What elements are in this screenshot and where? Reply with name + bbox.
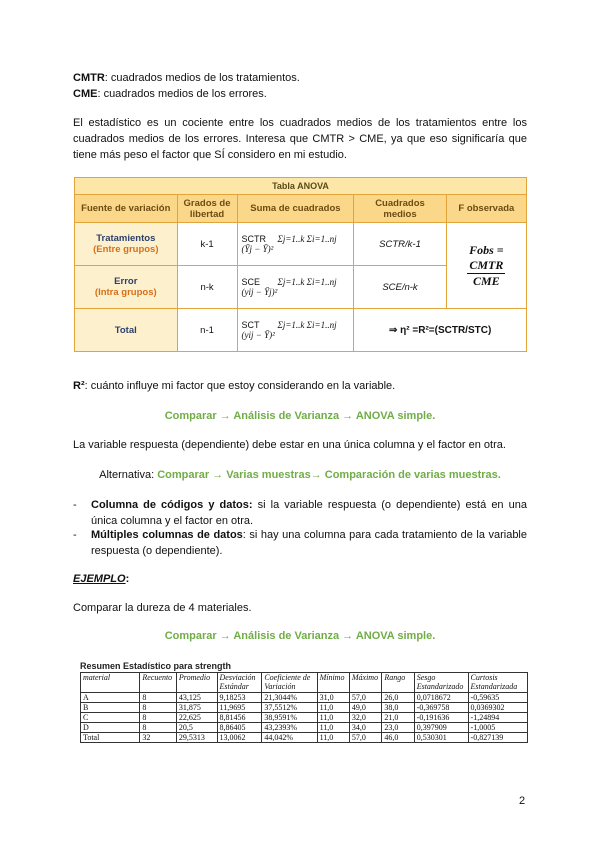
- cmtr-definition: [73, 70, 527, 86]
- table-cell: -0,369758: [414, 703, 468, 713]
- df-error: n-k: [177, 266, 237, 309]
- example-heading: EJEMPLO: [73, 573, 126, 585]
- ss-treatments-formula: Σj=1..k Σi=1..nj (Ȳj − Ȳ)²: [241, 234, 337, 254]
- statistic-paragraph: El estadístico es un cociente entre los cuadrados medios de los tratamientos entre los cuadrados medios de los errores. Interesa que CMTR > CME, ya que eso significaría que tiene más peso el factor que SÍ considero en mi estudio.: [73, 117, 527, 161]
- table-cell: A: [81, 693, 140, 703]
- table-cell: 43,2393%: [262, 723, 317, 733]
- r2-text: : cuánto influye mi factor que estoy considerando en la variable.: [84, 380, 396, 392]
- summary-header: Recuento: [140, 673, 176, 693]
- cmtr-label: CMTR: [73, 72, 105, 84]
- summary-title: Resumen Estadístico para strength: [80, 661, 232, 671]
- ss-treatments-label: SCTR: [241, 234, 266, 244]
- table-cell: 13,0062: [217, 733, 262, 743]
- r2-label: R²: [73, 380, 85, 392]
- anova-header: Cuadrados medios: [354, 195, 446, 223]
- table-cell: 11,0: [317, 703, 349, 713]
- alternative-path: Comparar → Varias muestras→ Comparación de varias muestras.: [157, 469, 501, 481]
- fobs-fraction: [467, 258, 505, 289]
- table-cell: 29,5313: [176, 733, 217, 743]
- source-error-sub: (Intra grupos): [94, 287, 157, 298]
- table-cell: 21,0: [382, 713, 414, 723]
- ss-total-cell: [237, 309, 354, 352]
- ss-total-label: SCT: [241, 320, 260, 330]
- table-cell: 21,3044%: [262, 693, 317, 703]
- table-cell: 8: [140, 693, 176, 703]
- df-total: n-1: [177, 309, 237, 352]
- table-cell: 22,625: [176, 713, 217, 723]
- list-item: - Múltiples columnas de datos: si hay una columna para cada tratamiento de la variable respuesta (o dependiente).: [73, 529, 527, 557]
- table-row: [81, 723, 528, 733]
- table-cell: Total: [81, 733, 140, 743]
- table-cell: 11,0: [317, 733, 349, 743]
- source-total: Total: [75, 309, 178, 352]
- source-treatments: Tratamientos: [96, 233, 156, 244]
- alternative-line: [0, 467, 600, 483]
- example-text: Comparar la dureza de 4 materiales.: [73, 602, 252, 614]
- ss-error-label: SCE: [241, 277, 261, 287]
- cmtr-text: : cuadrados medios de los tratamientos.: [104, 72, 300, 84]
- ms-error: SCE/n-k: [354, 266, 446, 309]
- table-cell: 31,875: [176, 703, 217, 713]
- summary-table: [80, 672, 528, 743]
- example-heading-line: EJEMPLO:: [73, 573, 130, 585]
- ss-treatments-cell: [237, 223, 354, 266]
- table-cell: 44,042%: [262, 733, 317, 743]
- table-cell: 9,18253: [217, 693, 262, 703]
- summary-header: Mínimo: [317, 673, 349, 693]
- table-cell: -1,24894: [468, 713, 527, 723]
- table-cell: 8: [140, 703, 176, 713]
- source-treatments-sub: (Entre grupos): [93, 244, 159, 255]
- table-cell: 46,0: [382, 733, 414, 743]
- summary-header: Promedio: [176, 673, 217, 693]
- table-cell: 0,530301: [414, 733, 468, 743]
- table-cell: 0,0718672: [414, 693, 468, 703]
- page-number: 2: [519, 795, 526, 807]
- table-cell: -0,59635: [468, 693, 527, 703]
- summary-header: Curtosis Estandarizada: [468, 673, 527, 693]
- menu-path-anova: Comparar → Análisis de Varianza → ANOVA simple.: [164, 410, 436, 422]
- list-item-bold: Columna de códigos y datos:: [91, 499, 253, 511]
- table-cell: D: [81, 723, 140, 733]
- anova-header: Suma de cuadrados: [237, 195, 354, 223]
- table-cell: 8,81456: [217, 713, 262, 723]
- table-cell: 11,0: [317, 713, 349, 723]
- ss-total-formula: Σj=1..k Σi=1..nj (yij − Ȳ)²: [241, 320, 337, 340]
- table-cell: -0,827139: [468, 733, 527, 743]
- table-cell: C: [81, 713, 140, 723]
- table-cell: 31,0: [317, 693, 349, 703]
- table-cell: -0,191636: [414, 713, 468, 723]
- eta-squared: ⇒ η² =R²=(SCTR/STC): [354, 309, 527, 352]
- table-row: [81, 713, 528, 723]
- table-cell: 49,0: [349, 703, 382, 713]
- alternative-prefix: Alternativa:: [99, 469, 158, 481]
- table-cell: 43,125: [176, 693, 217, 703]
- summary-header: material: [81, 673, 140, 693]
- list-item-text: : si hay una columna para cada tratamiento de la variable respuesta (o dependiente).: [91, 529, 527, 557]
- df-treatments: k-1: [177, 223, 237, 266]
- table-row: [81, 693, 528, 703]
- list-item: - Columna de códigos y datos: si la variable respuesta (o dependiente) está en una única columna y el factor en otra.: [73, 499, 527, 527]
- table-cell: 57,0: [349, 693, 382, 703]
- ms-treatments: SCTR/k-1: [354, 223, 446, 266]
- fobs-cell: [446, 223, 526, 309]
- anova-source-cell: [75, 266, 178, 309]
- table-cell: 57,0: [349, 733, 382, 743]
- summary-header: Coeficiente de Variación: [262, 673, 317, 693]
- anova-header: Fuente de variación: [75, 195, 178, 223]
- table-cell: 26,0: [382, 693, 414, 703]
- table-row: [81, 733, 528, 743]
- anova-source-cell: [75, 223, 178, 266]
- table-cell: 23,0: [382, 723, 414, 733]
- table-cell: 8: [140, 723, 176, 733]
- table-cell: B: [81, 703, 140, 713]
- r2-definition: [73, 378, 527, 394]
- summary-header: Sesgo Estandarizado: [414, 673, 468, 693]
- list-item-bold: Múltiples columnas de datos: [91, 529, 243, 541]
- table-row: [81, 703, 528, 713]
- summary-header: Desviación Estándar: [217, 673, 262, 693]
- anova-table: [74, 177, 527, 352]
- table-cell: 38,9591%: [262, 713, 317, 723]
- table-cell: -1,0005: [468, 723, 527, 733]
- fobs-denominator: CME: [473, 273, 500, 288]
- list-item-text: si la variable respuesta (o dependiente) está en una única columna y el factor en otra.: [91, 499, 527, 527]
- response-variable-text: La variable respuesta (dependiente) debe estar en una única columna y el factor en otra.: [73, 439, 506, 451]
- table-cell: 11,0: [317, 723, 349, 733]
- cme-text: : cuadrados medios de los errores.: [97, 88, 267, 100]
- table-cell: 34,0: [349, 723, 382, 733]
- table-cell: 11,9695: [217, 703, 262, 713]
- table-cell: 20,5: [176, 723, 217, 733]
- anova-header: Grados de libertad: [177, 195, 237, 223]
- table-cell: 32,0: [349, 713, 382, 723]
- cme-definition: [73, 86, 527, 102]
- table-cell: 8,86405: [217, 723, 262, 733]
- summary-header: Rango: [382, 673, 414, 693]
- table-cell: 32: [140, 733, 176, 743]
- table-cell: 0,0369302: [468, 703, 527, 713]
- summary-header: Máximo: [349, 673, 382, 693]
- ss-error-formula: Σj=1..k Σi=1..nj (yij − Ȳj)²: [241, 277, 337, 297]
- fobs-symbol: Fobs =: [469, 242, 504, 257]
- fobs-numerator: CMTR: [469, 257, 504, 272]
- source-error: Error: [114, 276, 138, 287]
- anova-header: F observada: [446, 195, 526, 223]
- menu-path-anova-2: Comparar → Análisis de Varianza → ANOVA simple.: [164, 630, 436, 642]
- table-cell: 37,5512%: [262, 703, 317, 713]
- ss-error-cell: [237, 266, 354, 309]
- table-cell: 0,397909: [414, 723, 468, 733]
- anova-table-title: Tabla ANOVA: [75, 178, 527, 195]
- cme-label: CME: [73, 88, 98, 100]
- table-cell: 38,0: [382, 703, 414, 713]
- table-cell: 8: [140, 713, 176, 723]
